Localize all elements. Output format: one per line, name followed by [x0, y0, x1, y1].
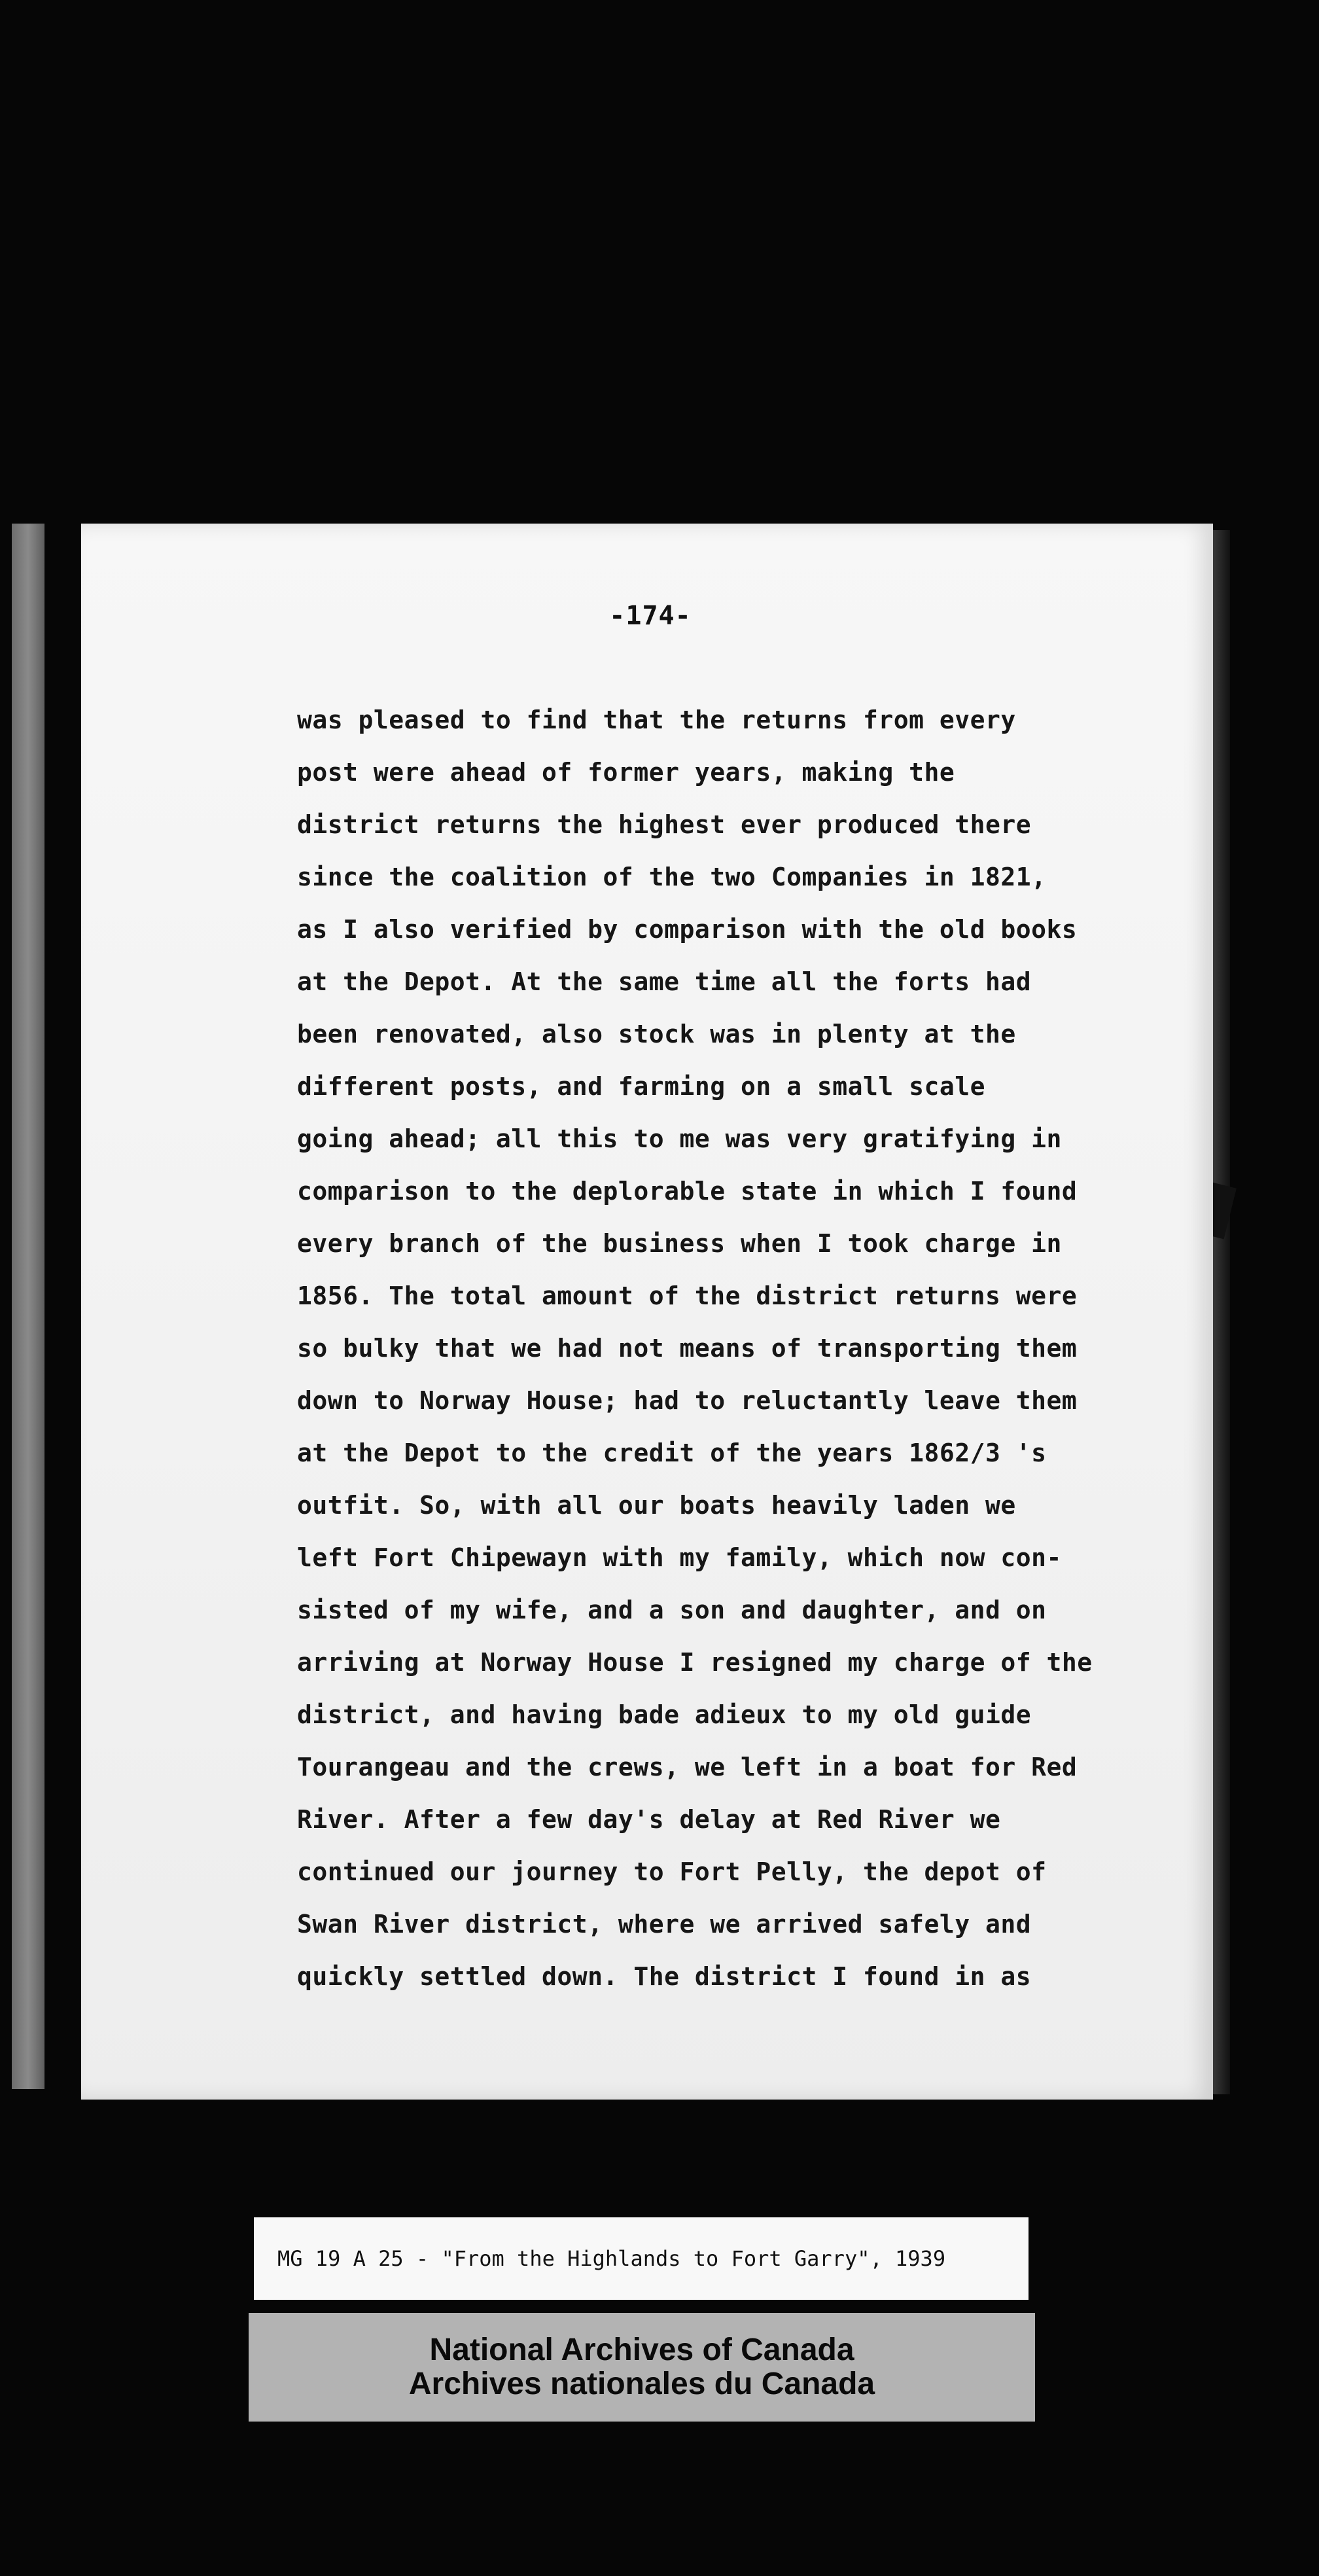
adjacent-page-edge — [12, 524, 44, 2089]
text-line: different posts, and farming on a small scale — [297, 1072, 986, 1101]
text-line: Swan River district, where we arrived safely and — [297, 1910, 1032, 1939]
document-page — [81, 524, 1213, 2100]
text-line: Tourangeau and the crews, we left in a boat for Red — [297, 1753, 1078, 1781]
text-line: as I also verified by comparison with the old books — [297, 915, 1078, 944]
archives-name-french: Archives nationales du Canada — [408, 2367, 875, 2401]
text-line: was pleased to find that the returns from every — [297, 706, 1016, 734]
text-line: at the Depot. At the same time all the forts had — [297, 967, 1032, 996]
body-text — [297, 694, 1213, 2003]
archives-name-english: National Archives of Canada — [429, 2333, 854, 2367]
text-line: 1856. The total amount of the district returns were — [297, 1281, 1078, 1310]
text-line: post were ahead of former years, making the — [297, 758, 955, 787]
text-line: arriving at Norway House I resigned my charge of the — [297, 1648, 1093, 1677]
archives-label — [249, 2313, 1035, 2422]
text-line: so bulky that we had not means of transporting them — [297, 1334, 1078, 1363]
text-line: outfit. So, with all our boats heavily laden we — [297, 1491, 1016, 1520]
text-line: at the Depot to the credit of the years 1862/3 's — [297, 1439, 1047, 1467]
reference-caption: MG 19 A 25 - "From the Highlands to Fort Garry", 1939 — [254, 2217, 1029, 2300]
text-line: district returns the highest ever produced there — [297, 810, 1032, 839]
text-line: every branch of the business when I took charge in — [297, 1229, 1062, 1258]
text-line: going ahead; all this to me was very gratifying in — [297, 1124, 1062, 1153]
text-line: quickly settled down. The district I found in as — [297, 1962, 1032, 1991]
text-line: district, and having bade adieux to my old guide — [297, 1700, 1032, 1729]
text-line: been renovated, also stock was in plenty at the — [297, 1020, 1016, 1048]
text-line: sisted of my wife, and a son and daughter, and on — [297, 1596, 1047, 1624]
text-line: down to Norway House; had to reluctantly leave them — [297, 1386, 1078, 1415]
text-line: River. After a few day's delay at Red River we — [297, 1805, 1001, 1834]
page-number: -174- — [609, 601, 692, 631]
text-line: continued our journey to Fort Pelly, the depot of — [297, 1857, 1047, 1886]
text-line: comparison to the deplorable state in which I found — [297, 1177, 1078, 1206]
text-line: since the coalition of the two Companies in 1821, — [297, 863, 1047, 891]
text-line: left Fort Chipewayn with my family, which now con- — [297, 1543, 1062, 1572]
